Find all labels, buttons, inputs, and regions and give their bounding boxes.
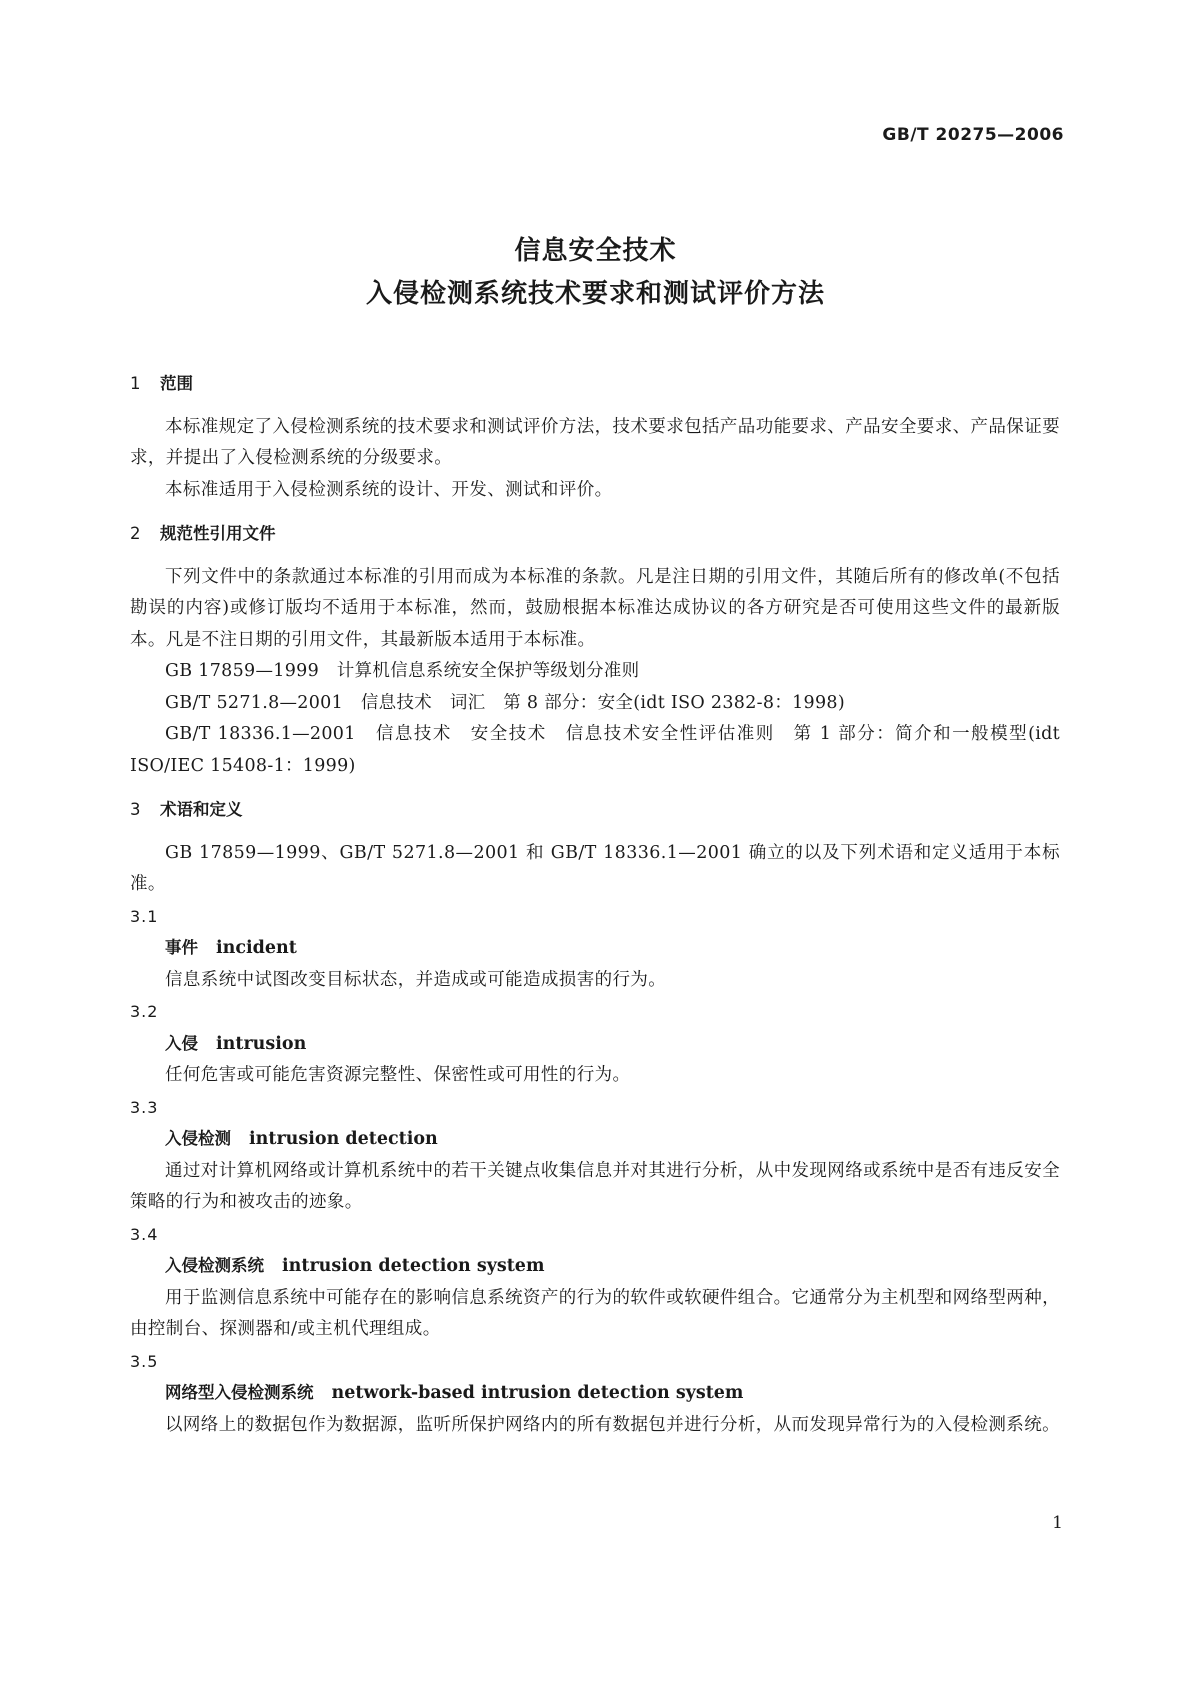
standard-code: GB/T 20275—2006: [882, 125, 1064, 145]
reference-item: GB/T 18336.1—2001 信息技术 安全技术 信息技术安全性评估准则 第 1 部分：简介和一般模型(idt ISO/IEC 15408-1：1999): [130, 724, 1060, 776]
paragraph: GB 17859—1999、GB/T 5271.8—2001 和 GB/T 18336.1—2001 确立的以及下列术语和定义适用于本标准。: [130, 842, 1060, 894]
term-zh: 入侵: [165, 1033, 198, 1053]
term-definition: 用于监测信息系统中可能存在的影响信息系统资产的行为的软件或软硬件组合。它通常分为主机型和网络型两种，由控制台、探测器和/或主机代理组成。: [130, 1287, 1060, 1339]
term-en: incident: [216, 938, 297, 958]
section-heading-normative-references: [130, 518, 1060, 550]
document-title-line1: 信息安全技术: [514, 236, 677, 266]
section-title: 规范性引用文件: [160, 524, 276, 543]
term-entry: [130, 932, 1060, 965]
reference-item: GB 17859—1999 计算机信息系统安全保护等级划分准则: [165, 661, 640, 681]
term-entry: [130, 1250, 1060, 1283]
page-number: 1: [1052, 1513, 1063, 1533]
section-number: 1: [130, 374, 141, 393]
section-number: 2: [130, 524, 141, 543]
term-en: intrusion detection: [249, 1129, 438, 1149]
term-definition: 任何危害或可能危害资源完整性、保密性或可用性的行为。: [165, 1065, 631, 1085]
term-en: intrusion detection system: [282, 1256, 545, 1276]
term-zh: 事件: [165, 938, 198, 957]
term-definition: 以网络上的数据包作为数据源，监听所保护网络内的所有数据包并进行分析，从而发现异常行为的入侵检测系统。: [165, 1414, 1060, 1435]
term-zh: 入侵检测系统: [165, 1256, 264, 1275]
section-title: 范围: [160, 374, 193, 393]
document-body: [130, 368, 1060, 1441]
term-entry: [130, 1028, 1060, 1061]
clause-number: 3.5: [130, 1351, 159, 1371]
clause-number: 3.2: [130, 1002, 159, 1021]
term-entry: [130, 1123, 1060, 1156]
clause-number: 3.4: [130, 1224, 159, 1244]
paragraph: 本标准规定了入侵检测系统的技术要求和测试评价方法，技术要求包括产品功能要求、产品安全要求、产品保证要求，并提出了入侵检测系统的分级要求。: [130, 416, 1060, 468]
section-title: 术语和定义: [160, 800, 243, 819]
clause-number: 3.3: [130, 1097, 159, 1117]
term-zh: 入侵检测: [165, 1129, 231, 1148]
term-definition: 通过对计算机网络或计算机系统中的若干关键点收集信息并对其进行分析，从中发现网络或系统中是否有违反安全策略的行为和被攻击的迹象。: [130, 1160, 1060, 1212]
document-title-line2: 入侵检测系统技术要求和测试评价方法: [365, 279, 825, 309]
term-en: intrusion: [216, 1033, 307, 1054]
term-zh: 网络型入侵检测系统: [165, 1383, 314, 1402]
paragraph: 下列文件中的条款通过本标准的引用而成为本标准的条款。凡是注日期的引用文件，其随后所有的修改单(不包括勘误的内容)或修订版均不适用于本标准，然而，鼓励根据本标准达成协议的各方研究是否可使用这些文件的最新版本。凡是不注日期的引用文件，其最新版本适用于本标准。: [130, 566, 1060, 650]
section-number: 3: [130, 800, 141, 819]
term-definition: 信息系统中试图改变目标状态，并造成或可能造成损害的行为。: [165, 969, 667, 990]
term-en: network-based intrusion detection system: [331, 1383, 744, 1403]
section-heading-terms-definitions: [130, 794, 1060, 826]
paragraph: 本标准适用于入侵检测系统的设计、开发、测试和评价。: [165, 479, 613, 500]
term-entry: [130, 1377, 1060, 1410]
section-heading-scope: [130, 368, 1060, 400]
reference-item: GB/T 5271.8—2001 信息技术 词汇 第 8 部分：安全(idt ISO 2382-8：1998): [165, 692, 845, 713]
clause-number: 3.1: [130, 906, 159, 926]
